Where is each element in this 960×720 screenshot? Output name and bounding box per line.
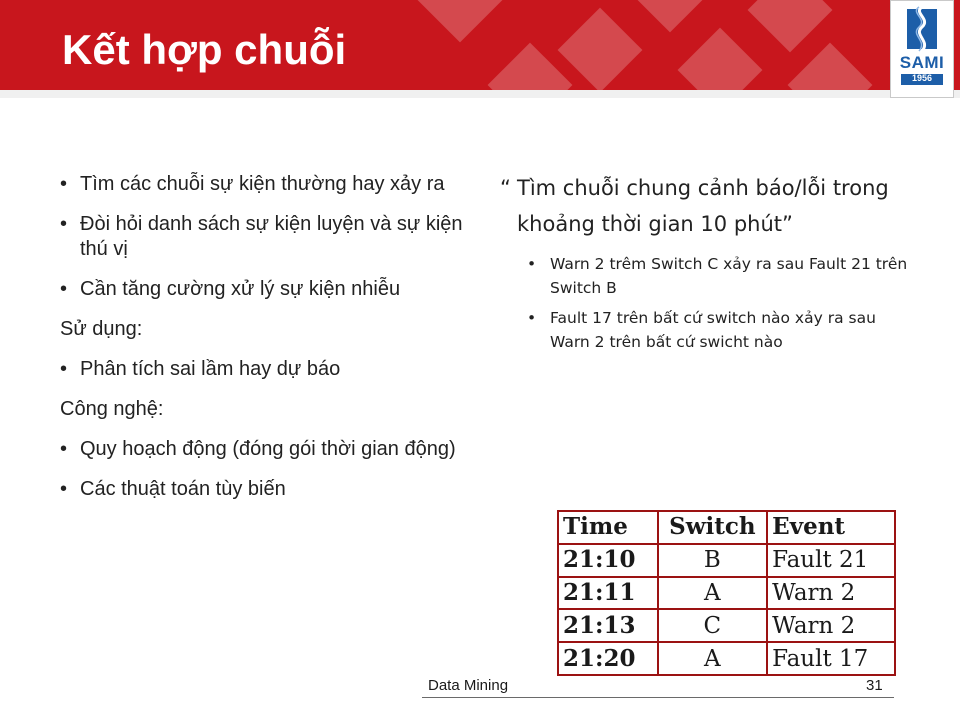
bullet-glyph: •: [60, 478, 68, 500]
cell-event: Fault 21: [767, 544, 895, 577]
header-event: Event: [767, 511, 895, 544]
section-label-technology: Công nghệ:: [60, 398, 164, 420]
bullet-glyph: •: [60, 438, 68, 460]
sub-list-item-text: Fault 17 trên bất cứ switch nào xảy ra sau Warn 2 trên bất cứ swicht nào: [550, 309, 876, 351]
footer-label: Data Mining: [428, 677, 509, 694]
logo-year: 1956: [911, 73, 933, 83]
cell-time: 21:20: [558, 642, 658, 675]
sub-list-item: [500, 252, 910, 300]
cell-event: Fault 17: [767, 642, 895, 675]
cell-switch: A: [658, 577, 768, 610]
logo-name: SAMI: [899, 53, 945, 72]
decorative-diamond: [748, 0, 833, 52]
bullet-glyph: •: [60, 213, 68, 235]
list-item-text: Các thuật toán tùy biến: [80, 478, 286, 500]
cell-event: Warn 2: [767, 609, 895, 642]
list-item-text: Đòi hỏi danh sách sự kiện luyện và sự kiện thú vị: [80, 213, 463, 260]
logo-emblem-icon: [891, 3, 953, 55]
decorative-diamond: [678, 28, 763, 90]
list-item-text: Phân tích sai lầm hay dự báo: [80, 358, 341, 380]
decorative-diamond: [788, 43, 873, 90]
list-item-text: Tìm các chuỗi sự kiện thường hay xảy ra: [80, 173, 445, 195]
bullet-glyph: •: [60, 358, 68, 380]
bullet-glyph: •: [527, 309, 537, 327]
left-bullet-list: [60, 172, 465, 517]
example-quote-text: Tìm chuỗi chung cảnh báo/lỗi trong khoảng thời gian 10 phút”: [517, 176, 889, 236]
decorative-diamond: [628, 0, 713, 32]
header-time: Time: [558, 511, 658, 544]
bullet-glyph: •: [527, 255, 537, 273]
decorative-diamond: [418, 0, 503, 42]
cell-event: Warn 2: [767, 577, 895, 610]
table-row: [558, 577, 895, 610]
table-row: [558, 609, 895, 642]
list-item-text: Quy hoạch động (đóng gói thời gian động): [80, 438, 456, 460]
open-quote-mark: “: [500, 176, 511, 200]
cell-switch: B: [658, 544, 768, 577]
table-row: [558, 642, 895, 675]
list-item: [60, 357, 465, 382]
list-item: [60, 212, 465, 262]
table-header-row: [558, 511, 895, 544]
header-switch: Switch: [658, 511, 768, 544]
decorative-diamond: [558, 8, 643, 90]
cell-time: 21:11: [558, 577, 658, 610]
list-item: [60, 172, 465, 197]
footer-divider: [422, 697, 894, 698]
sub-list-item-text: Warn 2 trêm Switch C xảy ra sau Fault 21 trên Switch B: [550, 255, 908, 297]
list-item-text: Cần tăng cường xử lý sự kiện nhiễu: [80, 278, 401, 300]
list-item: [60, 277, 465, 302]
cell-switch: A: [658, 642, 768, 675]
list-item: [60, 437, 465, 462]
slide-title: Kết hợp chuỗi: [62, 26, 347, 73]
list-item: [60, 477, 465, 502]
bullet-glyph: •: [60, 173, 68, 195]
cell-switch: C: [658, 609, 768, 642]
cell-time: 21:10: [558, 544, 658, 577]
page-number: 31: [866, 677, 883, 694]
sami-logo: [890, 0, 954, 98]
example-quote: [500, 170, 910, 242]
event-table: [557, 510, 896, 676]
cell-time: 21:13: [558, 609, 658, 642]
right-example-block: [500, 170, 910, 360]
title-bar-underline: [0, 90, 960, 98]
table-row: [558, 544, 895, 577]
bullet-glyph: •: [60, 278, 68, 300]
sub-list-item: [500, 306, 910, 354]
section-label-usage: Sử dụng:: [60, 318, 143, 340]
